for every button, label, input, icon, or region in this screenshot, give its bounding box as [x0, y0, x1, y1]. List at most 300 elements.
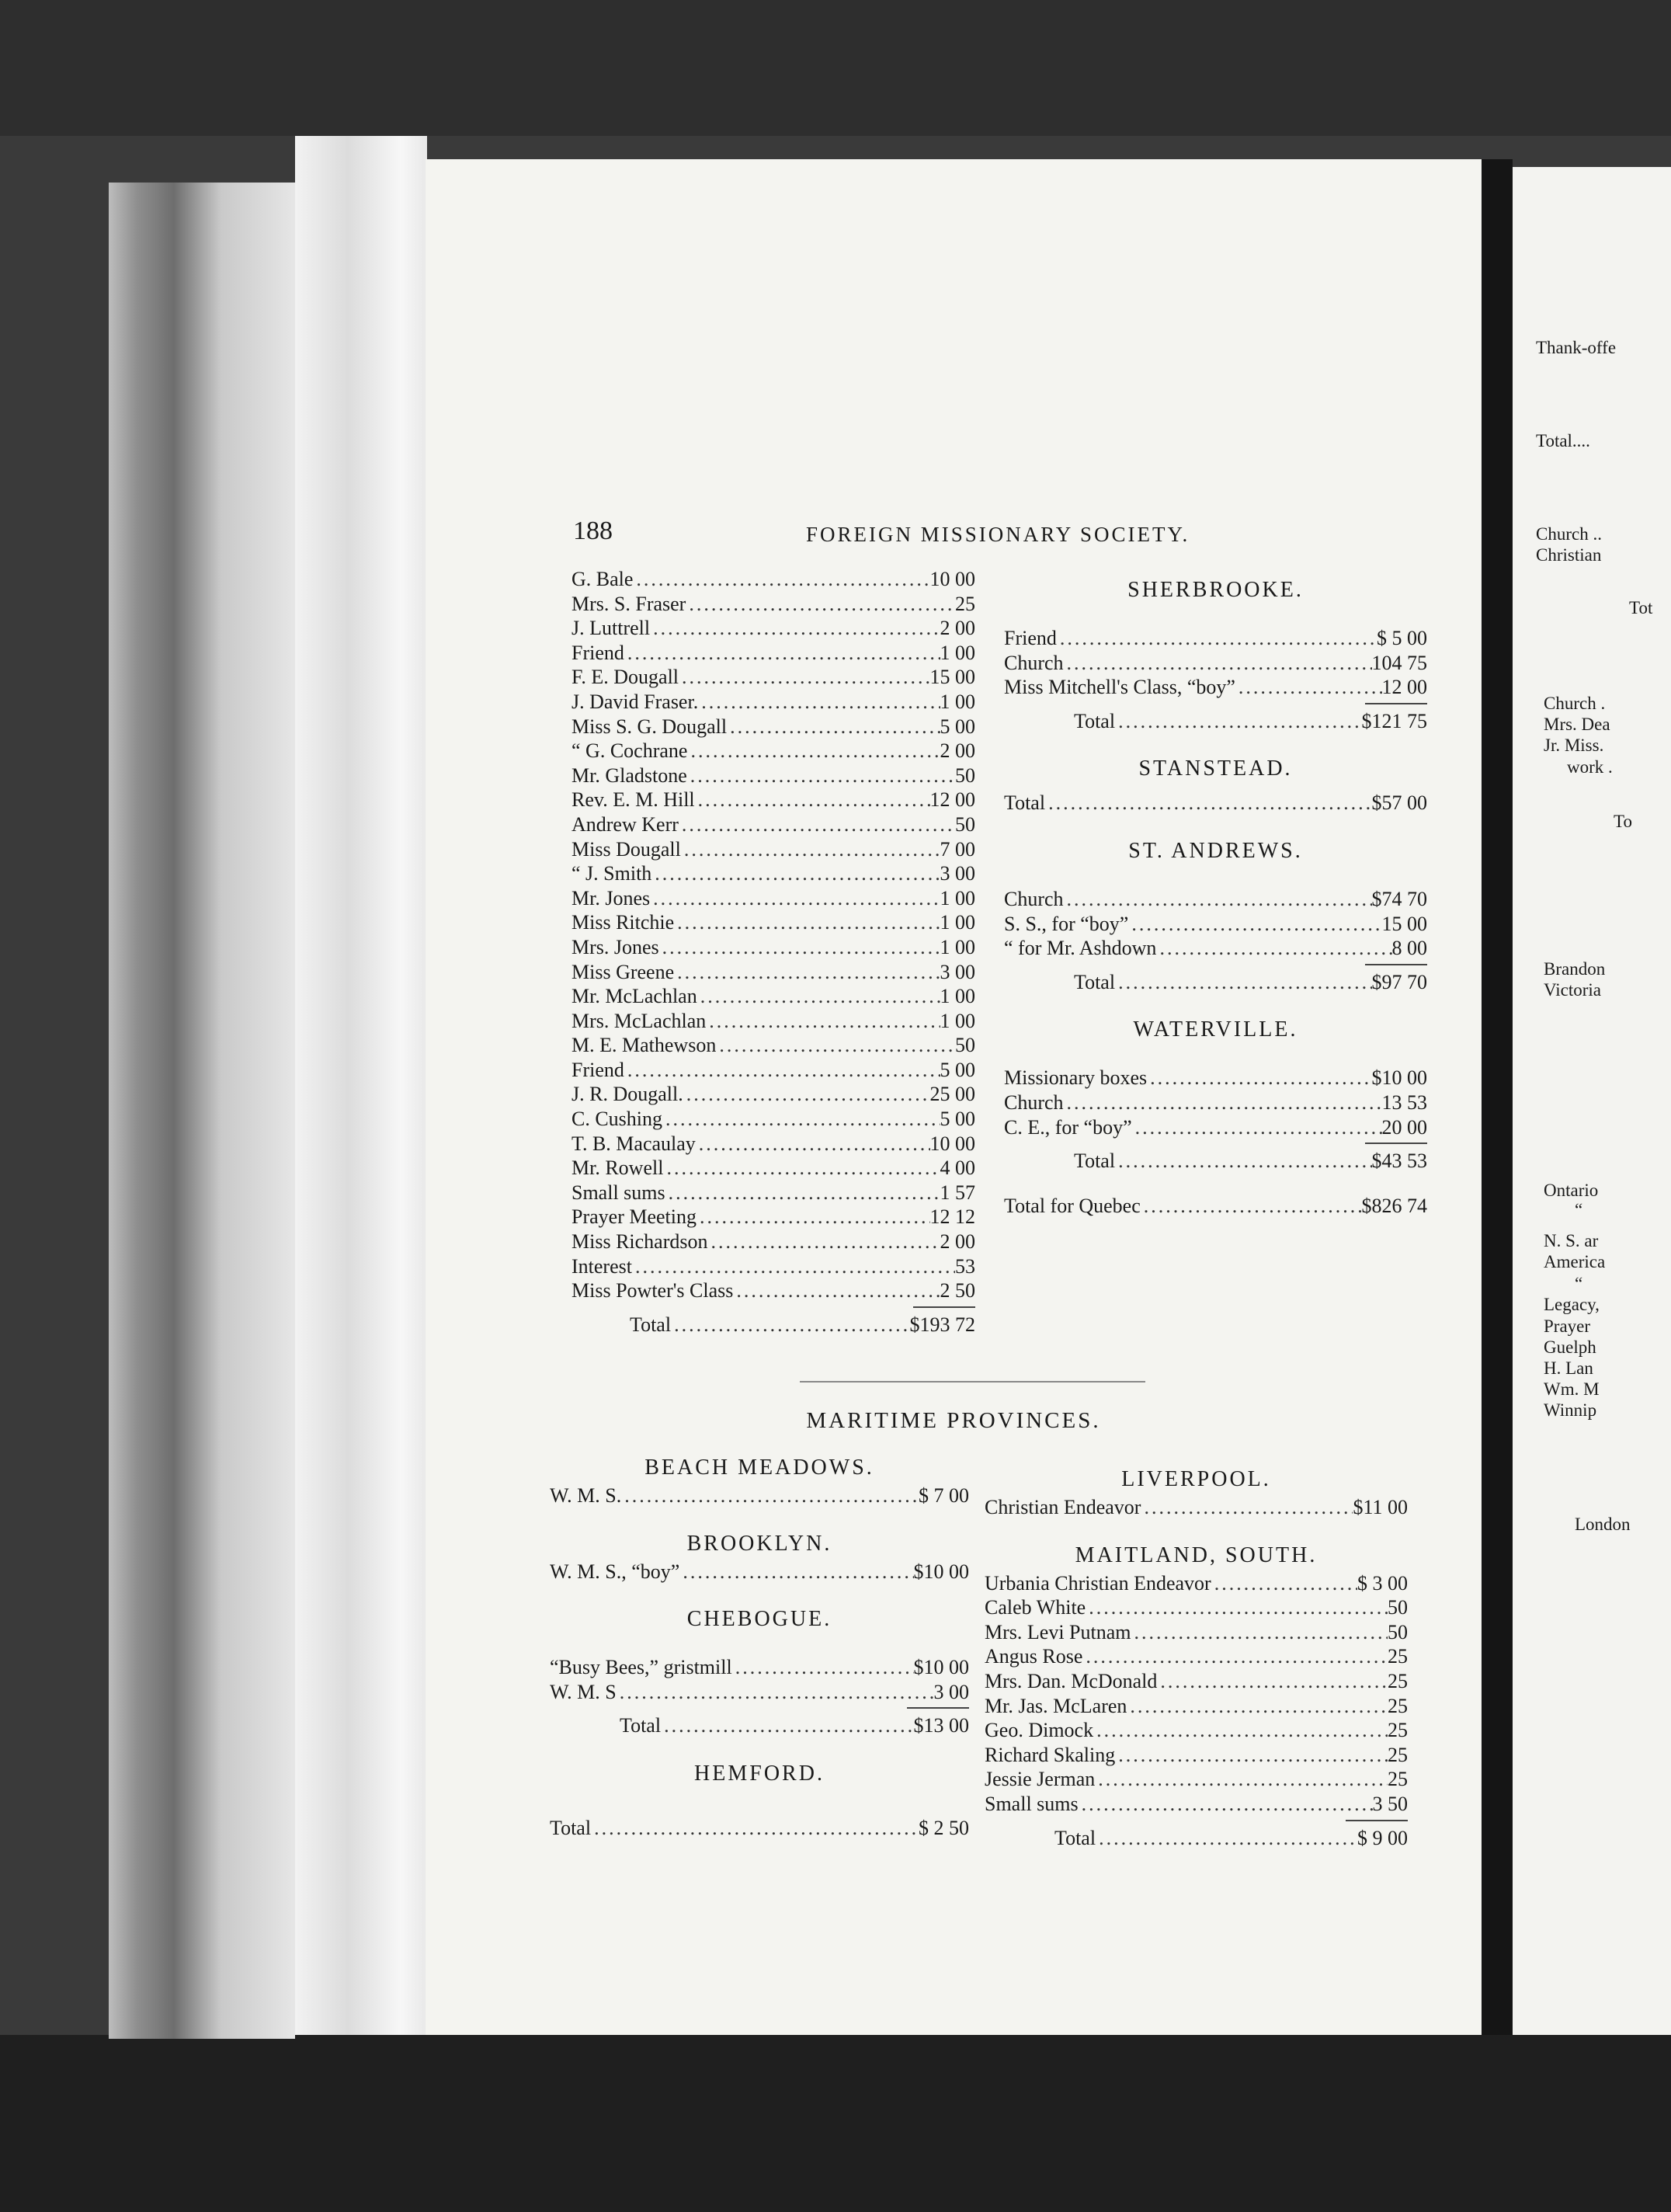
- spacer: [550, 1584, 969, 1604]
- leader-dots: [697, 1205, 929, 1229]
- total-row: [571, 1313, 975, 1337]
- list-item: [550, 1483, 969, 1508]
- entry-amount: 25: [1388, 1743, 1408, 1766]
- entry-amount: 25 00: [929, 1083, 975, 1106]
- list-item: [571, 1058, 975, 1083]
- entry-name: Mrs. McLachlan: [571, 1009, 707, 1032]
- facing-page-text: Christian: [1536, 545, 1602, 565]
- list-item: [571, 1254, 975, 1279]
- leader-dots: [1064, 651, 1372, 676]
- entry-name: W. M. S: [550, 1680, 617, 1703]
- list-item: [571, 788, 975, 812]
- total-label: Total: [550, 1816, 592, 1839]
- entry-name: Rev. E. M. Hill: [571, 788, 695, 812]
- facing-page-fragment: [1513, 167, 1671, 2035]
- leader-dots: [674, 960, 940, 985]
- section-heading: BEACH MEADOWS.: [644, 1456, 874, 1480]
- entry-name: Miss Powter's Class: [571, 1279, 734, 1303]
- leader-dots: [1147, 1066, 1371, 1090]
- section-heading: MAITLAND, SOUTH.: [1075, 1542, 1318, 1567]
- leader-dots: [687, 763, 955, 788]
- spacer: [550, 1810, 969, 1816]
- entry-amount: 5 00: [940, 715, 975, 738]
- entry-amount: 5 00: [940, 1108, 975, 1131]
- spacer: [550, 1789, 969, 1810]
- entry-name: W. M. S., “boy”: [550, 1560, 680, 1583]
- list-item: [571, 665, 975, 690]
- spacer: [1004, 816, 1427, 836]
- entry-name: Mrs. Jones: [571, 935, 659, 958]
- spacer: [550, 1508, 969, 1529]
- entry-name: Mr. Jones: [571, 886, 651, 909]
- total-row: [550, 1816, 969, 1841]
- total-amount: $43 53: [1371, 1149, 1427, 1173]
- leader-dots: [1064, 1090, 1382, 1115]
- leader-dots: [1082, 1644, 1388, 1669]
- leader-dots: [663, 1156, 940, 1181]
- entry-amount: 53: [955, 1254, 975, 1278]
- page-header: [426, 516, 1482, 548]
- book-gutter: [1482, 159, 1513, 2035]
- total-label: Total: [1074, 1149, 1116, 1173]
- section-heading: HEMFORD.: [694, 1761, 825, 1786]
- entry-amount: 25: [955, 592, 975, 615]
- leader-dots: [1096, 1826, 1357, 1851]
- entry-name: W. M. S.: [550, 1484, 622, 1507]
- total-label: Total: [1074, 709, 1116, 732]
- facing-page-text: “: [1575, 1200, 1583, 1219]
- spacer: [550, 1738, 969, 1758]
- maritime-right-column: [985, 1464, 1408, 1870]
- total-amount: $57 00: [1371, 791, 1427, 815]
- entry-amount: 50: [955, 763, 975, 787]
- entry-amount: 25: [1388, 1768, 1408, 1791]
- list-item: [571, 763, 975, 788]
- spacer: [1004, 1174, 1427, 1194]
- entry-amount: 1 57: [940, 1181, 975, 1204]
- leader-dots: [1235, 675, 1382, 700]
- entry-amount: 3 50: [1372, 1792, 1408, 1815]
- leader-dots: [695, 788, 930, 812]
- list-item: [1004, 626, 1427, 651]
- entry-amount: $11 00: [1353, 1496, 1408, 1518]
- entry-name: Andrew Kerr: [571, 812, 679, 836]
- total-rule: [1365, 1143, 1427, 1144]
- entry-amount: $10 00: [1371, 1066, 1427, 1090]
- list-item: [1004, 887, 1427, 912]
- entry-amount: 50: [955, 1034, 975, 1057]
- section-heading: SHERBROOKE.: [1127, 578, 1304, 602]
- entry-name: G. Bale: [571, 568, 634, 590]
- leader-dots: [687, 739, 940, 763]
- total-label: Total: [620, 1714, 662, 1737]
- entry-amount: 12 12: [929, 1205, 975, 1229]
- entry-name: Geo. Dimock: [985, 1719, 1094, 1742]
- list-item: [571, 812, 975, 837]
- maritime-heading: MARITIME PROVINCES.: [806, 1408, 1101, 1433]
- page-number: 188: [573, 516, 613, 545]
- entry-amount: 50: [1388, 1620, 1408, 1643]
- leader-dots: [1127, 1694, 1388, 1719]
- entry-name: Friend: [571, 1058, 624, 1081]
- section-heading: LIVERPOOL.: [1121, 1467, 1271, 1491]
- spacer: [1004, 1045, 1427, 1066]
- entry-amount: 25: [1388, 1645, 1408, 1668]
- leader-dots: [1211, 1571, 1357, 1596]
- total-amount: $121 75: [1361, 709, 1427, 732]
- facing-page-text: London: [1575, 1515, 1631, 1534]
- leader-dots: [716, 1033, 955, 1058]
- scan-background-bottom: [0, 2035, 1671, 2212]
- total-row: [550, 1713, 969, 1738]
- entry-name: Missionary boxes: [1004, 1066, 1148, 1090]
- entry-name: Church: [1004, 651, 1064, 674]
- list-item: [571, 690, 975, 715]
- maritime-left-column: [550, 1452, 969, 1861]
- entry-name: F. E. Dougall: [571, 666, 679, 689]
- scan-background-top: [0, 0, 1671, 136]
- entry-amount: $ 7 00: [919, 1484, 969, 1507]
- leader-dots: [650, 886, 940, 911]
- leader-dots: [706, 1009, 940, 1034]
- entry-amount: 15 00: [1381, 912, 1427, 935]
- leader-dots: [671, 1313, 909, 1337]
- entry-amount: $10 00: [913, 1656, 969, 1679]
- list-item: [571, 837, 975, 862]
- total-rule: [1365, 703, 1427, 704]
- entry-name: Mr. Gladstone: [571, 763, 687, 787]
- entry-name: Mr. Jas. McLaren: [985, 1694, 1127, 1717]
- entry-amount: 12 00: [1381, 676, 1427, 699]
- leader-dots: [1095, 1767, 1388, 1792]
- entry-name: “ G. Cochrane: [571, 739, 688, 763]
- entry-amount: $10 00: [913, 1560, 969, 1583]
- entry-amount: 25: [1388, 1694, 1408, 1717]
- entry-amount: 50: [1388, 1596, 1408, 1619]
- leader-dots: [662, 1107, 940, 1132]
- leader-dots: [696, 1132, 930, 1156]
- entry-name: Mrs. Dan. McDonald: [985, 1669, 1158, 1692]
- facing-page-text: Guelph: [1544, 1337, 1596, 1357]
- list-item: [985, 1495, 1408, 1520]
- entry-name: “ for Mr. Ashdown: [1004, 937, 1157, 960]
- list-item: [571, 861, 975, 886]
- facing-page-text: Victoria: [1544, 980, 1601, 1000]
- list-item: [571, 1132, 975, 1156]
- list-item: [571, 1205, 975, 1229]
- total-amount: $97 70: [1371, 970, 1427, 993]
- leader-dots: [661, 1713, 913, 1738]
- list-item: [571, 739, 975, 763]
- entry-amount: 25: [1388, 1669, 1408, 1692]
- total-label: Total: [1004, 791, 1046, 815]
- total-amount: $ 9 00: [1357, 1826, 1408, 1849]
- entry-name: Mrs. Levi Putnam: [985, 1620, 1131, 1643]
- total-row: [1004, 709, 1427, 734]
- leader-dots: [1115, 970, 1371, 995]
- facing-page-text: Prayer: [1544, 1316, 1591, 1336]
- total-label: Total: [1054, 1826, 1096, 1849]
- page-edges: [295, 136, 427, 2035]
- section-heading: ST. ANDREWS.: [1128, 838, 1303, 863]
- leader-dots: [651, 861, 940, 886]
- entry-name: Interest: [571, 1254, 632, 1278]
- spacer: [1004, 606, 1427, 626]
- entry-name: J. Luttrell: [571, 617, 651, 640]
- leader-dots: [624, 1058, 940, 1083]
- leader-dots: [732, 1655, 914, 1680]
- facing-page-text: Winnip: [1544, 1400, 1597, 1420]
- entry-amount: 104 75: [1371, 651, 1427, 674]
- facing-page-text: To: [1614, 812, 1632, 831]
- facing-page-text: Mrs. Dea: [1544, 715, 1610, 734]
- total-rule: [1365, 964, 1427, 965]
- total-row: [1004, 1149, 1427, 1174]
- entry-name: “ J. Smith: [571, 862, 652, 885]
- list-item: [985, 1571, 1408, 1596]
- spacer: [1004, 733, 1427, 753]
- entry-name: Miss Greene: [571, 960, 675, 983]
- list-item: [1004, 651, 1427, 676]
- leader-dots: [679, 665, 929, 690]
- entry-amount: 5 00: [940, 1058, 975, 1081]
- leader-dots: [686, 592, 955, 617]
- leader-dots: [1157, 1669, 1388, 1694]
- entry-amount: 13 53: [1381, 1090, 1427, 1114]
- total-label: Total for Quebec: [1004, 1194, 1141, 1217]
- section-heading: CHEBOGUE.: [686, 1607, 832, 1632]
- entry-name: “Busy Bees,” gristmill: [550, 1656, 732, 1679]
- total-label: Total: [1074, 970, 1116, 993]
- list-item: [571, 1009, 975, 1034]
- spacer: [985, 1520, 1408, 1540]
- facing-page-text: Brandon: [1544, 959, 1606, 979]
- list-item: [571, 641, 975, 666]
- entry-amount: 3 00: [933, 1680, 969, 1703]
- entry-name: Miss Mitchell's Class, “boy”: [1004, 676, 1235, 699]
- leader-dots: [621, 1483, 919, 1508]
- list-item: [571, 1229, 975, 1254]
- entry-amount: $ 3 00: [1357, 1571, 1408, 1595]
- leader-dots: [617, 1680, 934, 1705]
- entry-name: Angus Rose: [985, 1645, 1083, 1668]
- total-amount: $ 2 50: [919, 1816, 969, 1839]
- leader-dots: [674, 910, 940, 935]
- entry-amount: 10 00: [929, 568, 975, 590]
- total-row: [1004, 1194, 1427, 1219]
- section-heading: STANSTEAD.: [1138, 756, 1293, 781]
- list-item: [550, 1560, 969, 1584]
- entry-amount: 15 00: [929, 666, 975, 689]
- leader-dots: [1131, 1620, 1388, 1645]
- entry-name: Mrs. S. Fraser: [571, 592, 686, 615]
- leader-dots: [1045, 791, 1371, 816]
- entry-name: Caleb White: [985, 1596, 1086, 1619]
- leader-dots: [681, 837, 940, 862]
- list-item: [571, 567, 975, 592]
- facing-page-text: work .: [1567, 757, 1613, 777]
- entry-amount: 4 00: [940, 1156, 975, 1180]
- entry-name: J. David Fraser.: [571, 690, 699, 713]
- entry-name: S. S., for “boy”: [1004, 912, 1129, 935]
- entry-name: C. E., for “boy”: [1004, 1115, 1132, 1139]
- entry-amount: 1 00: [940, 935, 975, 958]
- list-item: [985, 1669, 1408, 1694]
- list-item: [1004, 1090, 1427, 1115]
- entry-name: C. Cushing: [571, 1108, 663, 1131]
- entry-amount: 1 00: [940, 690, 975, 713]
- spacer: [1004, 994, 1427, 1014]
- entry-name: Miss Richardson: [571, 1230, 708, 1254]
- total-row: [1004, 970, 1427, 995]
- book-page: [426, 159, 1482, 2035]
- leader-dots: [1156, 936, 1391, 961]
- list-item: [985, 1595, 1408, 1620]
- leader-dots: [1079, 1792, 1373, 1817]
- list-item: [985, 1767, 1408, 1792]
- spacer: [1004, 867, 1427, 887]
- entry-name: Friend: [1004, 627, 1057, 649]
- entry-name: Small sums: [571, 1181, 665, 1204]
- entry-amount: 2 00: [940, 617, 975, 640]
- entry-amount: 12 00: [929, 788, 975, 812]
- book-spine: [109, 183, 295, 2039]
- entry-amount: 1 00: [940, 1009, 975, 1032]
- entry-name: Church: [1004, 887, 1064, 910]
- leader-dots: [1115, 709, 1361, 734]
- left-donor-list: [571, 567, 975, 1337]
- list-item: [550, 1680, 969, 1705]
- entry-amount: $ 5 00: [1377, 627, 1427, 649]
- entry-amount: 3 00: [940, 862, 975, 885]
- entry-amount: 2 50: [940, 1279, 975, 1303]
- entry-amount: 2 00: [940, 1230, 975, 1254]
- entry-name: Mr. Rowell: [571, 1156, 664, 1180]
- leader-dots: [1115, 1743, 1388, 1768]
- entry-name: Jessie Jerman: [985, 1768, 1096, 1791]
- list-item: [571, 910, 975, 935]
- total-row: [1004, 791, 1427, 816]
- entry-name: Christian Endeavor: [985, 1496, 1141, 1518]
- entry-amount: $74 70: [1371, 887, 1427, 910]
- entry-amount: 8 00: [1391, 937, 1427, 960]
- leader-dots: [727, 715, 940, 739]
- list-item: [550, 1655, 969, 1680]
- list-item: [1004, 912, 1427, 937]
- facing-page-text: Wm. M: [1544, 1379, 1600, 1399]
- entry-amount: 1 00: [940, 641, 975, 664]
- leader-dots: [683, 1082, 930, 1107]
- leader-dots: [624, 641, 940, 666]
- entry-amount: 20 00: [1381, 1115, 1427, 1139]
- list-item: [985, 1694, 1408, 1719]
- entry-name: Small sums: [985, 1792, 1079, 1815]
- entry-amount: 10 00: [929, 1132, 975, 1155]
- list-item: [571, 1156, 975, 1181]
- list-item: [1004, 1066, 1427, 1090]
- leader-dots: [650, 616, 940, 641]
- list-item: [571, 715, 975, 739]
- list-item: [571, 935, 975, 960]
- total-rule: [907, 1707, 969, 1709]
- facing-page-text: Church .: [1544, 694, 1606, 713]
- list-item: [571, 1082, 975, 1107]
- leader-dots: [708, 1229, 940, 1254]
- entry-name: M. E. Mathewson: [571, 1034, 717, 1057]
- total-label: Total: [630, 1313, 672, 1336]
- total-amount: $13 00: [913, 1714, 969, 1737]
- leader-dots: [1141, 1194, 1362, 1219]
- list-item: [1004, 675, 1427, 700]
- section-heading: BROOKLYN.: [686, 1531, 832, 1556]
- total-row: [985, 1826, 1408, 1851]
- entry-name: Miss S. G. Dougall: [571, 715, 728, 738]
- entry-name: Friend: [571, 641, 624, 664]
- list-item: [571, 1278, 975, 1303]
- entry-amount: 7 00: [940, 837, 975, 861]
- leader-dots: [632, 1254, 955, 1279]
- entry-name: Urbania Christian Endeavor: [985, 1571, 1211, 1595]
- leader-dots: [1057, 626, 1377, 651]
- section-divider: [800, 1381, 1145, 1382]
- entry-name: Mr. McLachlan: [571, 985, 697, 1008]
- spacer: [550, 1841, 969, 1861]
- entry-amount: 1 00: [940, 886, 975, 909]
- leader-dots: [1064, 887, 1372, 912]
- list-item: [571, 592, 975, 617]
- list-item: [985, 1743, 1408, 1768]
- leader-dots: [698, 690, 940, 715]
- leader-dots: [679, 1560, 913, 1584]
- entry-amount: 50: [955, 812, 975, 836]
- spacer: [1004, 784, 1427, 791]
- entry-amount: 1 00: [940, 911, 975, 934]
- entry-name: J. R. Dougall.: [571, 1083, 683, 1106]
- leader-dots: [1132, 1115, 1382, 1140]
- list-item: [1004, 936, 1427, 961]
- leader-dots: [697, 984, 940, 1009]
- leader-dots: [659, 935, 940, 960]
- entry-name: Prayer Meeting: [571, 1205, 697, 1229]
- facing-page-text: Jr. Miss.: [1544, 736, 1604, 755]
- entry-name: T. B. Macaulay: [571, 1132, 696, 1155]
- list-item: [571, 1107, 975, 1132]
- leader-dots: [633, 567, 929, 592]
- facing-page-text: Legacy,: [1544, 1295, 1600, 1314]
- total-amount: $826 74: [1361, 1194, 1427, 1217]
- entry-name: Church: [1004, 1090, 1064, 1114]
- spacer: [550, 1635, 969, 1655]
- leader-dots: [1093, 1718, 1388, 1743]
- list-item: [985, 1718, 1408, 1743]
- entry-name: Miss Dougall: [571, 837, 681, 861]
- spacer: [985, 1850, 1408, 1870]
- facing-page-text: “: [1575, 1274, 1583, 1293]
- list-item: [571, 886, 975, 911]
- leader-dots: [1086, 1595, 1388, 1620]
- list-item: [985, 1620, 1408, 1645]
- leader-dots: [1115, 1149, 1371, 1174]
- list-item: [985, 1644, 1408, 1669]
- entry-amount: 25: [1388, 1719, 1408, 1742]
- entry-name: Richard Skaling: [985, 1743, 1116, 1766]
- total-amount: $193 72: [909, 1313, 975, 1336]
- list-item: [571, 960, 975, 985]
- running-head: FOREIGN MISSIONARY SOCIETY.: [806, 523, 1190, 546]
- facing-page-text: H. Lan: [1544, 1358, 1593, 1378]
- list-item: [1004, 1115, 1427, 1140]
- leader-dots: [1128, 912, 1381, 937]
